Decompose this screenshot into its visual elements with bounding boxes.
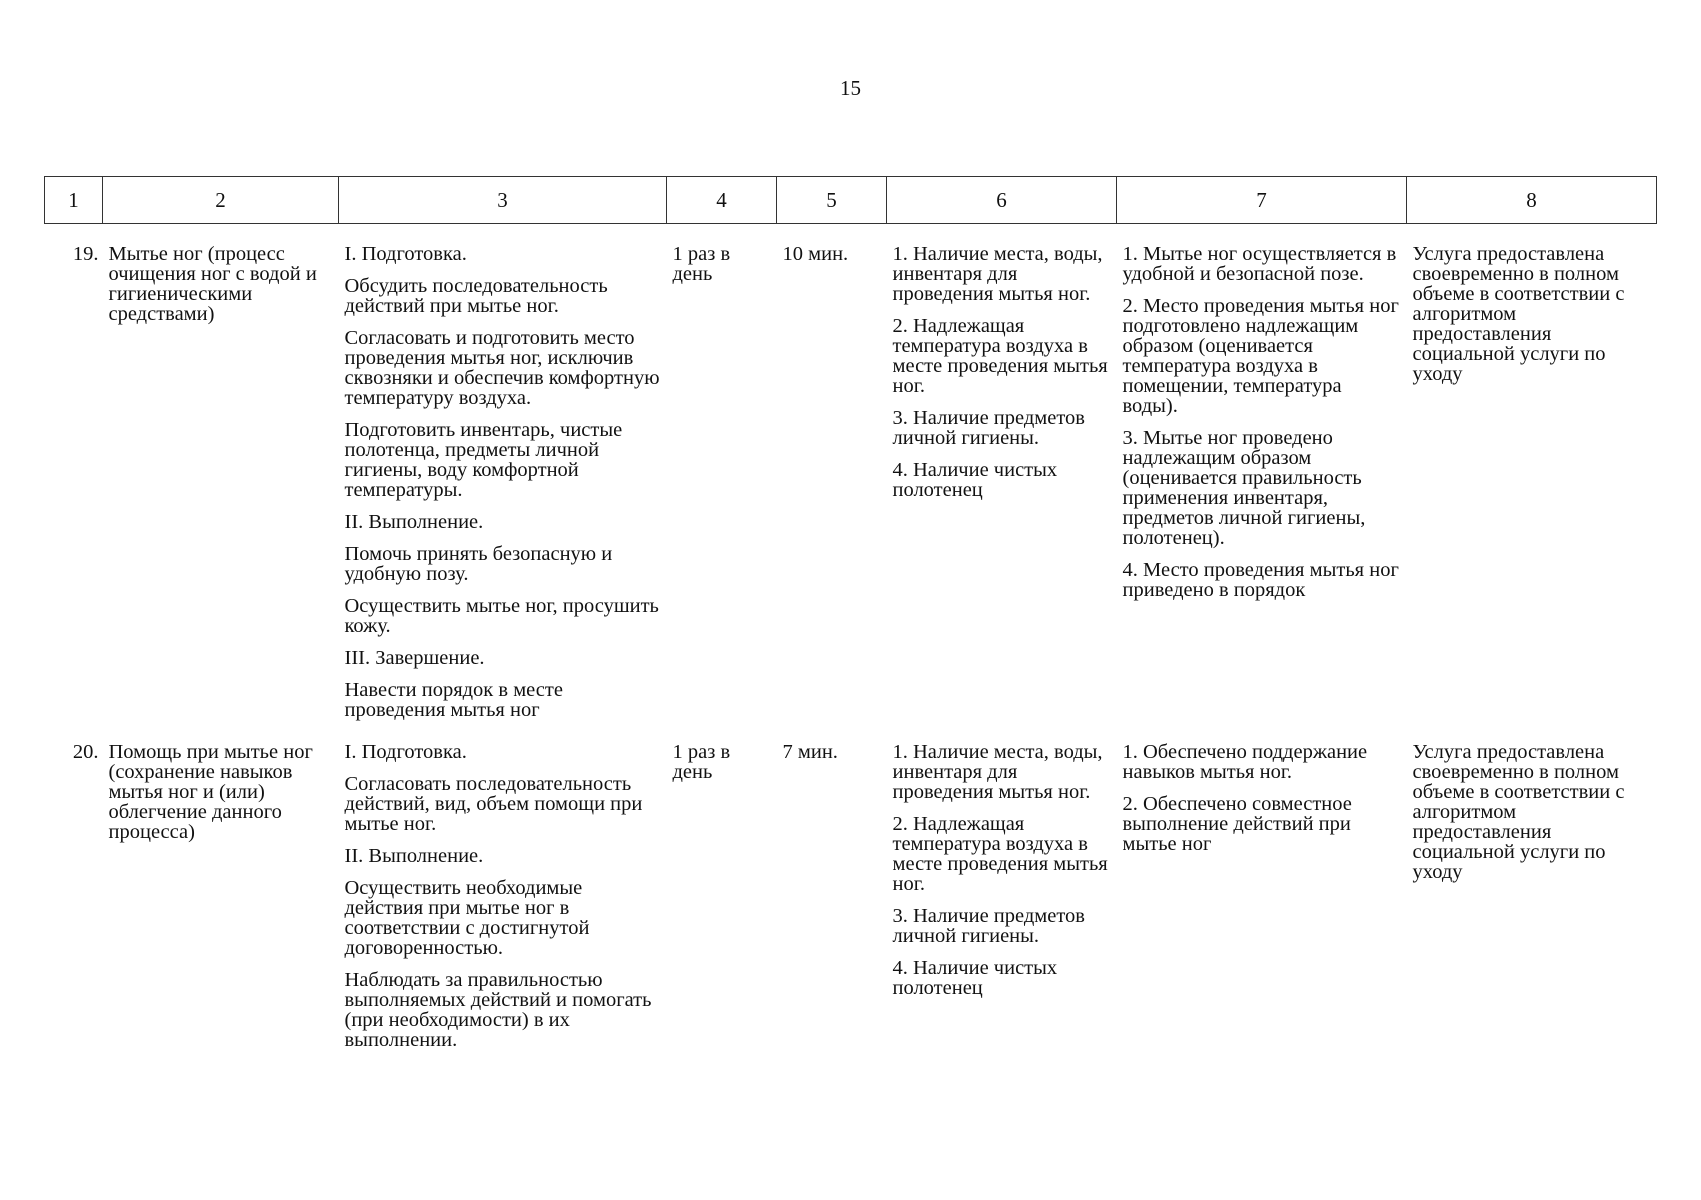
- step-paragraph: I. Подготовка.: [344, 243, 467, 265]
- step-paragraph: Согласовать и подготовить место проведения мытья ног, исключив сквозняки и обеспечив комфортную температуру воздуха.: [344, 327, 660, 409]
- quality-item: 4. Место проведения мытья ног приведено в порядок: [1122, 559, 1399, 601]
- service-name: Мытье ног (процесс очищения ног с водой и гигиеническими средствами): [108, 243, 317, 325]
- condition-item: 3. Наличие предметов личной гигиены.: [892, 407, 1085, 449]
- service-steps: [339, 244, 667, 720]
- column-header: 6: [887, 177, 1117, 224]
- service-quality: [1117, 742, 1407, 1050]
- step-paragraph: Согласовать последовательность действий, вид, объем помощи при мытье ног.: [344, 773, 643, 835]
- column-header: 3: [339, 177, 667, 224]
- service-conditions: [887, 742, 1117, 1050]
- condition-item: 1. Наличие места, воды, инвентаря для проведения мытья ног.: [892, 741, 1103, 803]
- step-paragraph: Обсудить последовательность действий при мытье ног.: [344, 275, 608, 317]
- quality-item: 3. Мытье ног проведено надлежащим образом (оценивается правильность применения инвентаря, предметов личной гигиены, полотенец).: [1122, 427, 1366, 549]
- condition-item: 3. Наличие предметов личной гигиены.: [892, 905, 1085, 947]
- service-steps: [339, 742, 667, 1050]
- step-paragraph: Навести порядок в месте проведения мытья ног: [344, 679, 563, 721]
- column-number-header: [45, 177, 1657, 224]
- quality-item: 1. Мытье ног осуществляется в удобной и безопасной позе.: [1122, 243, 1397, 285]
- row-number: 19.: [72, 243, 99, 265]
- condition-item: 4. Наличие чистых полотенец: [892, 459, 1058, 501]
- page-number: 15: [840, 76, 861, 100]
- step-paragraph: II. Выполнение.: [344, 511, 484, 533]
- service-frequency: 1 раз в день: [672, 243, 731, 285]
- service-quality: [1117, 244, 1407, 720]
- column-header: 8: [1407, 177, 1657, 224]
- row-number: 20.: [72, 741, 99, 763]
- column-header: 5: [777, 177, 887, 224]
- step-paragraph: Наблюдать за правильностью выполняемых действий и помогать (при необходимости) в их выполнении.: [344, 969, 652, 1051]
- column-header: 4: [667, 177, 777, 224]
- table-row: [45, 742, 1657, 1050]
- quality-item: 2. Обеспечено совместное выполнение действий при мытье ног: [1122, 793, 1352, 855]
- quality-item: 1. Обеспечено поддержание навыков мытья ног.: [1122, 741, 1368, 783]
- step-paragraph: Помочь принять безопасную и удобную позу.: [344, 543, 613, 585]
- step-paragraph: III. Завершение.: [344, 647, 485, 669]
- service-result: Услуга предоставлена своевременно в полном объеме в соответствии с алгоритмом предоставления социальной услуги по уходу: [1412, 741, 1625, 883]
- table-row: [45, 244, 1657, 720]
- condition-item: 4. Наличие чистых полотенец: [892, 957, 1058, 999]
- column-header: 1: [45, 177, 103, 224]
- column-header: 2: [103, 177, 339, 224]
- step-paragraph: I. Подготовка.: [344, 741, 467, 763]
- step-paragraph: Подготовить инвентарь, чистые полотенца, предметы личной гигиены, воду комфортной температуры.: [344, 419, 623, 501]
- service-duration: 7 мин.: [782, 741, 838, 763]
- step-paragraph: II. Выполнение.: [344, 845, 484, 867]
- step-paragraph: Осуществить мытье ног, просушить кожу.: [344, 595, 659, 637]
- condition-item: 1. Наличие места, воды, инвентаря для проведения мытья ног.: [892, 243, 1103, 305]
- service-conditions: [887, 244, 1117, 720]
- condition-item: 2. Надлежащая температура воздуха в месте проведения мытья ног.: [892, 813, 1108, 895]
- services-table: [44, 176, 1657, 1050]
- service-result: Услуга предоставлена своевременно в полном объеме в соответствии с алгоритмом предоставления социальной услуги по уходу: [1412, 243, 1625, 385]
- service-duration: 10 мин.: [782, 243, 849, 265]
- service-frequency: 1 раз в день: [672, 741, 731, 783]
- service-name: Помощь при мытье ног (сохранение навыков мытья ног и (или) облегчение данного процесса): [108, 741, 313, 843]
- quality-item: 2. Место проведения мытья ног подготовлено надлежащим образом (оценивается температура воздуха в помещении, температура воды).: [1122, 295, 1399, 417]
- condition-item: 2. Надлежащая температура воздуха в месте проведения мытья ног.: [892, 315, 1108, 397]
- column-header: 7: [1117, 177, 1407, 224]
- step-paragraph: Осуществить необходимые действия при мытье ног в соответствии с достигнутой договоренностью.: [344, 877, 590, 959]
